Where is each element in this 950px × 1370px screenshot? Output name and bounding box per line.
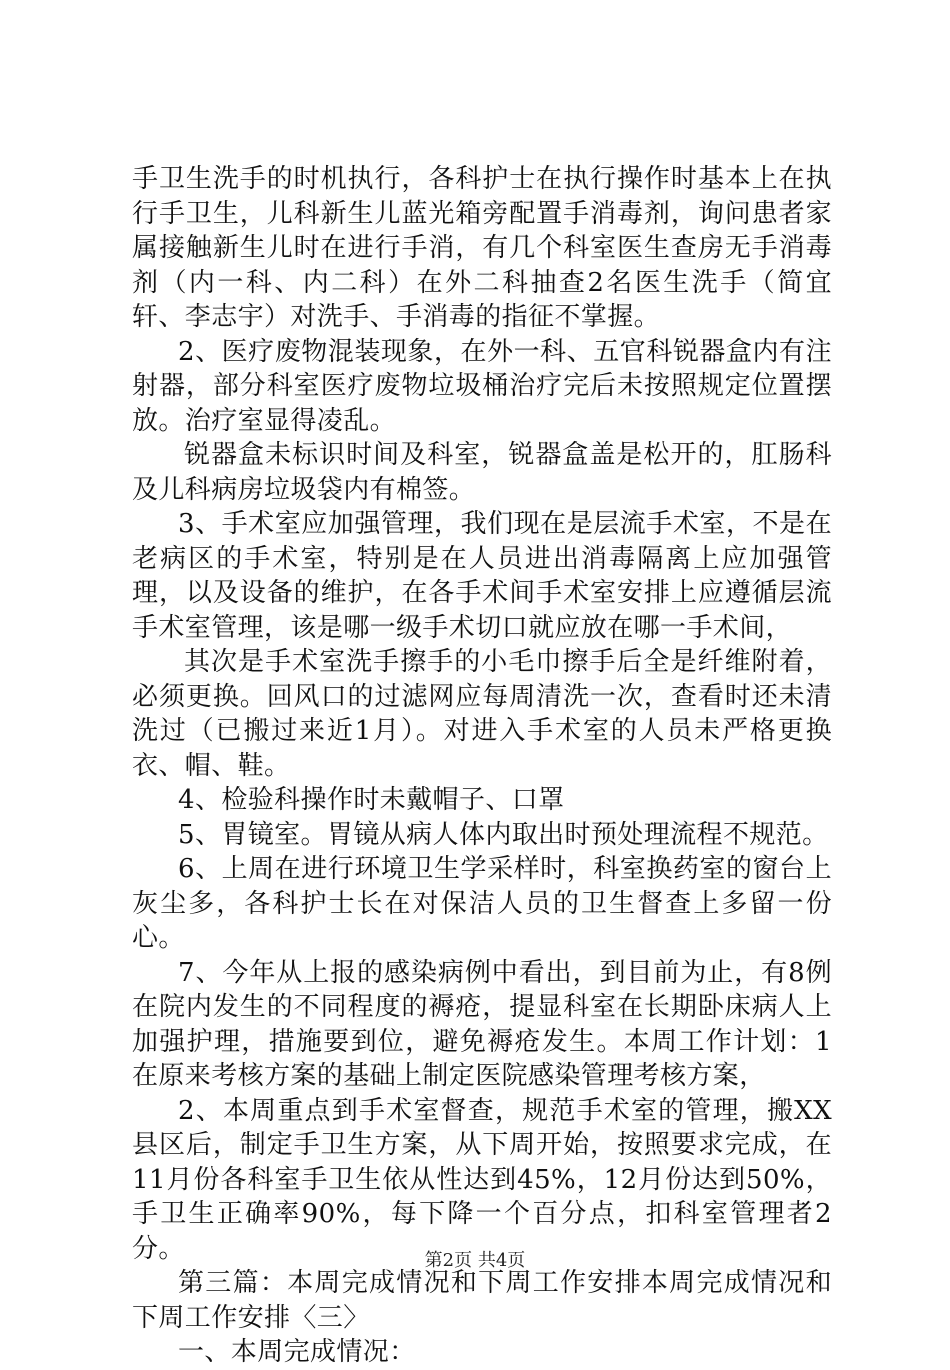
paragraph-environment-sampling: 6、上周在进行环境卫生学采样时，科室换药室的窗台上灰尘多，各科护士长在对保洁人员的卫生督查上多留一份心。: [132, 854, 832, 953]
paragraph-bedsores: 7、今年从上报的感染病例中看出，到目前为止，有8例在院内发生的不同程度的褥疮，提显科室在长期卧床病人上加强护理，措施要到位，避免褥疮发生。本周工作计划：1在原来考核方案的基础上制定医院感染管理考核方案，: [132, 957, 832, 1091]
paragraph-laboratory: 4、检验科操作时未戴帽子、口罩: [178, 785, 565, 815]
paragraph-hand-hygiene: 手卫生洗手的时机执行，各科护士在执行操作时基本上在执行手卫生，儿科新生儿蓝光箱旁配置手消毒剂，询问患者家属接触新生儿时在进行手消，有几个科室医生查房无手消毒剂（内一科、内二科）在外二科抽查2名医生洗手（简宜轩、李志宇）对洗手、手消毒的指征不掌握。: [132, 164, 832, 332]
paragraph-gastroscopy: 5、胃镜室。胃镜从病人体内取出时预处理流程不规范。: [178, 819, 829, 850]
paragraph-subheading: 一、本周完成情况：: [178, 1337, 416, 1367]
body-text: [132, 162, 832, 1370]
paragraph-operating-room: 3、手术室应加强管理，我们现在是层流手术室，不是在老病区的手术室，特别是在人员进出消毒隔离上应加强管理，以及设备的维护，在各手术间手术室安排上应遵循层流手术室管理，该是哪一级手术切口就应放在哪一手术间，: [132, 509, 832, 643]
page-footer: 第2页 共4页: [424, 1250, 526, 1271]
paragraph-weekly-plan: 2、本周重点到手术室督查，规范手术室的管理，搬XX县区后，制定手卫生方案，从下周开始，按照要求完成，在11月份各科室手卫生依从性达到45%，12月份达到50%，手卫生正确率90%，每下降一个百分点，扣科室管理者2分。: [132, 1095, 832, 1264]
paragraph-medical-waste: 2、医疗废物混装现象，在外一科、五官科锐器盒内有注射器，部分科室医疗废物垃圾桶治疗完后未按照规定位置摆放。治疗室显得凌乱。: [132, 336, 832, 436]
paragraph-sharps-box: 锐器盒未标识时间及科室，锐器盒盖是松开的，肛肠科及儿科病房垃圾袋内有棉签。: [132, 440, 832, 505]
paragraph-towels-filters: 其次是手术室洗手擦手的小毛巾擦手后全是纤维附着，必须更换。回风口的过滤网应每周清洗一次，查看时还未清洗过（已搬过来近1月）。对进入手术室的人员未严格更换衣、帽、鞋。: [132, 647, 832, 781]
paragraph-section-heading: 第三篇：本周完成情况和下周工作安排本周完成情况和下周工作安排〈三〉: [132, 1268, 832, 1333]
